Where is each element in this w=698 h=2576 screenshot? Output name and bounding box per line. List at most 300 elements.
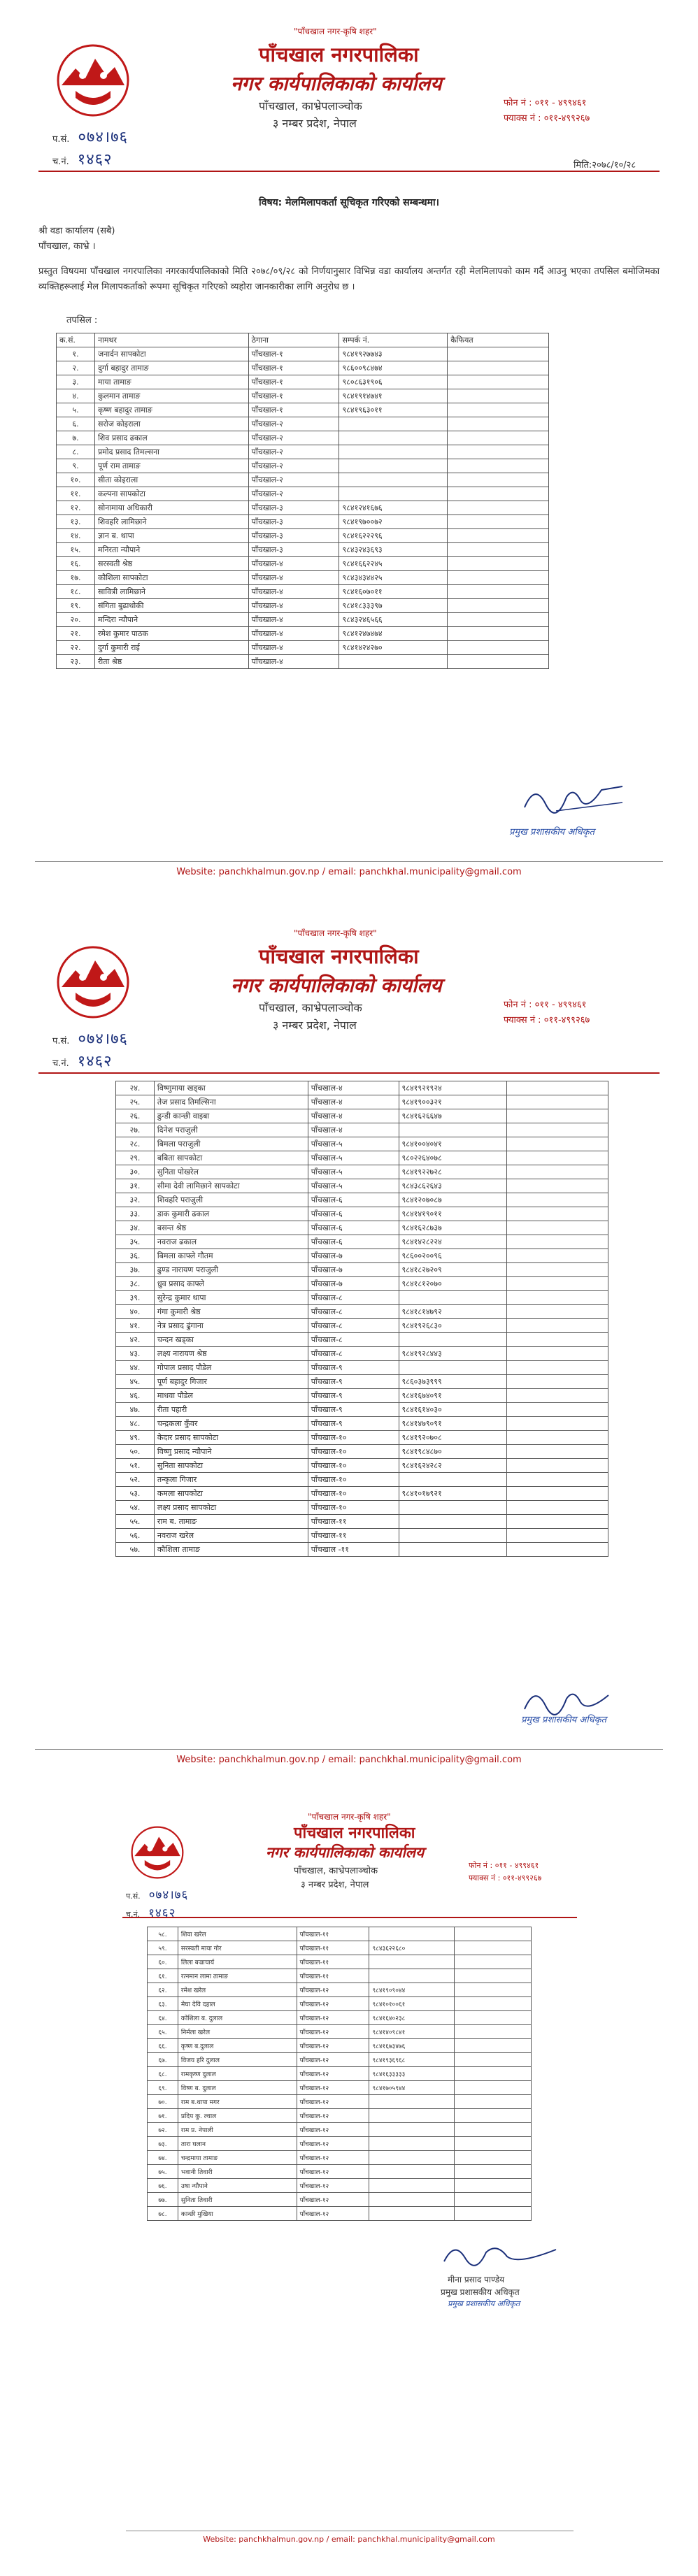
table-row <box>116 1137 608 1151</box>
table-row <box>116 1501 608 1515</box>
row-address: पाँचखाल-११ <box>308 1529 399 1543</box>
officer-stamp: प्रमुख प्रशासकीय अधिकृत <box>448 2299 520 2308</box>
row-address: पाँचखाल-४ <box>308 1109 399 1123</box>
row-address: पाँचखाल-१ <box>248 375 339 389</box>
row-remarks <box>455 2067 532 2081</box>
row-remarks <box>448 403 549 417</box>
row-contact: ९८४१७०५९४४ <box>369 2081 455 2095</box>
row-name: जनार्दन सापकोटा <box>94 347 248 361</box>
row-remarks <box>507 1515 608 1529</box>
row-name: कौशिला सापकोटा <box>94 571 248 585</box>
row-name: राम प्र. नेपाली <box>178 2123 297 2137</box>
row-name: रीता पहारी <box>154 1403 308 1417</box>
row-contact: ९८४१४२४२७० <box>339 641 448 655</box>
row-name: रामकृष्ण दुलाल <box>178 2067 297 2081</box>
row-name: चन्द्रकला कुँवर <box>154 1417 308 1431</box>
table-row <box>148 2011 532 2025</box>
contact-block <box>469 1859 541 1885</box>
row-name: प्रदिप कु. ल्वाल <box>178 2109 297 2123</box>
table-row <box>116 1445 608 1459</box>
row-remarks <box>507 1151 608 1165</box>
table-row <box>57 347 549 361</box>
table-row <box>148 2207 532 2221</box>
address-line-1: पाँचखाल, काभ्रेपलाञ्चोक <box>294 1866 378 1876</box>
row-name: नेत्र प्रसाद ढुंगाना <box>154 1319 308 1333</box>
row-contact: ९८४१२४७४७४ <box>339 627 448 641</box>
row-name: लक्ष्य नारायण श्रेष्ठ <box>154 1347 308 1361</box>
patra-label: प.सं. <box>126 1892 141 1901</box>
row-remarks <box>507 1081 608 1095</box>
org-office: नगर कार्यपालिकाको कार्यालय <box>231 974 442 997</box>
table-row <box>116 1263 608 1277</box>
footer-divider <box>35 1749 663 1750</box>
row-address: पाँचखाल-५ <box>308 1179 399 1193</box>
row-address: पाँचखाल-४ <box>248 557 339 571</box>
table-row <box>148 1997 532 2011</box>
row-contact: ९८६००२००९६ <box>399 1249 507 1263</box>
row-contact <box>369 1927 455 1941</box>
row-remarks <box>448 445 549 459</box>
row-name: सरस्वती माया गोर <box>178 1941 297 1955</box>
phone-number: फोन नं : ०११ - ४९९४६१ <box>504 1000 587 1010</box>
row-contact <box>369 1955 455 1969</box>
row-remarks <box>455 1969 532 1983</box>
patra-value: ०७४।७६ <box>78 1030 128 1048</box>
row-contact: ९८०८६३१९०६ <box>339 375 448 389</box>
row-sn: १९. <box>57 599 95 613</box>
row-contact <box>369 2179 455 2193</box>
row-name: संगिता बुढाथोकी <box>94 599 248 613</box>
row-address: पाँचखाल-१२ <box>297 2137 369 2151</box>
row-remarks <box>507 1529 608 1543</box>
chalani-number <box>52 1050 113 1071</box>
row-address: पाँचखाल-११ <box>308 1515 399 1529</box>
signature-icon <box>518 776 629 818</box>
row-address: पाँचखाल-१० <box>308 1501 399 1515</box>
row-address: पाँचखाल-८ <box>308 1347 399 1361</box>
row-contact: ९८४३४३४४२५ <box>339 571 448 585</box>
table-row <box>57 403 549 417</box>
col-header-remarks: कैफियत <box>448 333 549 347</box>
row-sn: ३४. <box>116 1221 155 1235</box>
table-row <box>57 361 549 375</box>
address-line-1: पाँचखाल, काभ्रेपलाञ्चोक <box>259 99 362 113</box>
row-address: पाँचखाल-४ <box>248 599 339 613</box>
table-row <box>148 2039 532 2053</box>
row-address: पाँचखाल-४ <box>248 585 339 599</box>
row-sn: ८. <box>57 445 95 459</box>
row-remarks <box>507 1095 608 1109</box>
row-sn: ६२. <box>148 1983 178 1997</box>
row-address: पाँचखाल-१० <box>308 1459 399 1473</box>
table-row <box>116 1193 608 1207</box>
row-contact: ९८४१६४०२३८ <box>369 2011 455 2025</box>
municipality-emblem-icon <box>55 42 131 119</box>
officer-stamp: प्रमुख प्रशासकीय अधिकृत <box>509 827 595 837</box>
table-row <box>57 501 549 515</box>
row-name: मनिरता न्यौपाने <box>94 543 248 557</box>
row-name: बिमला पराजुली <box>154 1137 308 1151</box>
row-name: सुरेन्द्र कुमार थापा <box>154 1291 308 1305</box>
row-remarks <box>507 1445 608 1459</box>
row-contact <box>399 1291 507 1305</box>
row-name: दुर्गा बहादुर तामाङ <box>94 361 248 375</box>
row-name: दुर्गा कुमारी राई <box>94 641 248 655</box>
row-address: पाँचखाल-४ <box>308 1123 399 1137</box>
row-address: पाँचखाल-४ <box>248 641 339 655</box>
table-row <box>148 1969 532 1983</box>
patra-label: प.सं. <box>52 1036 70 1046</box>
row-sn: १४. <box>57 529 95 543</box>
table-row <box>57 487 549 501</box>
row-sn: ६०. <box>148 1955 178 1969</box>
patra-number <box>52 1028 128 1049</box>
row-sn: २०. <box>57 613 95 627</box>
row-remarks <box>448 473 549 487</box>
row-sn: ४८. <box>116 1417 155 1431</box>
phone-number: फोन नं : ०११ - ४९९४६१ <box>504 98 587 108</box>
row-remarks <box>507 1375 608 1389</box>
row-address: पाँचखाल-६ <box>308 1235 399 1249</box>
table-row <box>57 599 549 613</box>
row-sn: ४२. <box>116 1333 155 1347</box>
row-contact <box>369 2095 455 2109</box>
row-name: सोनामाया अधिकारी <box>94 501 248 515</box>
row-sn: १६. <box>57 557 95 571</box>
row-name: मन्दिरा न्यौपाने <box>94 613 248 627</box>
row-name: विजय हरि दुलाल <box>178 2053 297 2067</box>
row-name: राम ब. तामाङ <box>154 1515 308 1529</box>
mediator-table-page-3 <box>147 1927 532 2221</box>
row-sn: ४. <box>57 389 95 403</box>
table-row <box>57 459 549 473</box>
row-remarks <box>448 431 549 445</box>
row-name: ध्रुव प्रसाद काफ्ले <box>154 1277 308 1291</box>
row-name: राम ब.थापा मगर <box>178 2095 297 2109</box>
row-remarks <box>455 2053 532 2067</box>
row-remarks <box>455 2109 532 2123</box>
row-address: पाँचखाल-२ <box>248 487 339 501</box>
row-remarks <box>448 613 549 627</box>
row-sn: ७१. <box>148 2109 178 2123</box>
row-sn: २. <box>57 361 95 375</box>
row-name: पूर्ण राम तामाङ <box>94 459 248 473</box>
col-header-address: ठेगाना <box>248 333 339 347</box>
row-remarks <box>507 1501 608 1515</box>
row-remarks <box>507 1263 608 1277</box>
table-row <box>57 375 549 389</box>
row-name: पूर्ण बहादुर गिजार <box>154 1375 308 1389</box>
row-remarks <box>455 1997 532 2011</box>
table-row <box>116 1333 608 1347</box>
patra-value: ०७४।७६ <box>148 1888 189 1902</box>
row-sn: ५७. <box>116 1543 155 1557</box>
row-sn: ४१. <box>116 1319 155 1333</box>
row-sn: १३. <box>57 515 95 529</box>
row-sn: ६३. <box>148 1997 178 2011</box>
table-row <box>116 1095 608 1109</box>
row-address: पाँचखाल-३ <box>248 501 339 515</box>
row-contact <box>399 1473 507 1487</box>
row-address: पाँचखाल-८ <box>308 1291 399 1305</box>
fax-number: फ्याक्स नं : ०११-४९९२६७ <box>504 1015 590 1026</box>
row-address: पाँचखाल-८ <box>308 1333 399 1347</box>
row-contact <box>399 1123 507 1137</box>
row-address: पाँचखाल-७ <box>308 1249 399 1263</box>
row-name: ढुन्डी कान्छी वाइबा <box>154 1109 308 1123</box>
fax-number: फ्याक्स नं : ०११-४९९२६७ <box>504 113 590 124</box>
row-contact: ९८४१०१००६१ <box>369 1997 455 2011</box>
row-address: पाँचखाल-१० <box>308 1487 399 1501</box>
slogan: "पाँचखाल नगर-कृषि शहर" <box>294 27 377 36</box>
row-remarks <box>448 501 549 515</box>
row-remarks <box>448 347 549 361</box>
row-contact: ९८४१९३६९६८ <box>369 2053 455 2067</box>
row-contact: ९८४१४७९०९१ <box>399 1417 507 1431</box>
table-row <box>116 1319 608 1333</box>
contact-block <box>504 96 590 127</box>
row-remarks <box>507 1305 608 1319</box>
row-address: पाँचखाल-५ <box>308 1151 399 1165</box>
row-name: कमला सापकोटा <box>154 1487 308 1501</box>
row-remarks <box>448 571 549 585</box>
row-contact <box>369 2207 455 2221</box>
row-remarks <box>507 1109 608 1123</box>
table-row <box>116 1235 608 1249</box>
row-contact: ९८४१९२२७२८ <box>399 1165 507 1179</box>
letter-subject: विषय: मेलमिलापकर्ता सूचिकृत गरिएको सम्बन्धमा। <box>259 197 439 208</box>
row-contact: ९८४१०१७९२१ <box>399 1487 507 1501</box>
table-row <box>148 1941 532 1955</box>
row-remarks <box>455 2165 532 2179</box>
row-address: पाँचखाल-४ <box>248 571 339 585</box>
row-address: पाँचखाल-१२ <box>297 1997 369 2011</box>
address-line-2: ३ नम्बर प्रदेश, नेपाल <box>273 117 357 130</box>
table-row <box>57 543 549 557</box>
row-contact: ९८४१६१४०३० <box>399 1403 507 1417</box>
table-row <box>116 1459 608 1473</box>
col-header-sn: क.सं. <box>57 333 95 347</box>
row-contact: ९८४३२४६५६६ <box>339 613 448 627</box>
letter-body: प्रस्तुत विषयमा पाँचखाल नगरपालिका नगरकार्यपालिकाको मिति २०७८/०९/२८ को निर्णयानुसार विभिन्न वडा कार्यालय अन्तर्गत रही मेलमिलापको काम गर्दै आउनु भएका तपसिल बमोजिमका व्यक्तिहरूलाई मेल मिलापकर्ताको रूपमा सूचिकृत गरिएको व्यहोरा जानकारीका लागि अनुरोध छ । <box>38 266 660 292</box>
row-address: पाँचखाल-१ <box>248 361 339 375</box>
row-contact <box>369 2137 455 2151</box>
row-address: पाँचखाल-२ <box>248 445 339 459</box>
row-remarks <box>455 2095 532 2109</box>
letter-page-1 <box>0 0 698 902</box>
row-sn: ७०. <box>148 2095 178 2109</box>
row-remarks <box>507 1473 608 1487</box>
org-name: पाँचखाल नगरपालिका <box>294 1825 415 1842</box>
row-address: पाँचखाल-१२ <box>297 2039 369 2053</box>
row-remarks <box>507 1235 608 1249</box>
row-remarks <box>455 1955 532 1969</box>
row-name: कान्छी मुखिया <box>178 2207 297 2221</box>
table-header-row <box>57 333 549 347</box>
footer-contact: Website: panchkhalmun.gov.np / email: panchkhal.municipality@gmail.com <box>176 1755 522 1765</box>
row-name: शिव प्रसाद ढकाल <box>94 431 248 445</box>
row-remarks <box>507 1361 608 1375</box>
row-name: तारा घलान <box>178 2137 297 2151</box>
row-name: बिमला काफ्ले गौतम <box>154 1249 308 1263</box>
row-name: रमेश कुमार पाठक <box>94 627 248 641</box>
row-name: सरस्वती श्रेष्ठ <box>94 557 248 571</box>
row-address: पाँचखाल-९ <box>308 1361 399 1375</box>
row-contact <box>399 1543 507 1557</box>
row-remarks <box>455 2039 532 2053</box>
table-row <box>148 2165 532 2179</box>
row-remarks <box>455 2179 532 2193</box>
chalani-label: च.नं. <box>126 1910 141 1919</box>
row-remarks <box>507 1389 608 1403</box>
row-name: दिनेश पराजुली <box>154 1123 308 1137</box>
row-name: गोपाल प्रसाद पौडेल <box>154 1361 308 1375</box>
table-row <box>57 431 549 445</box>
row-name: रत्नमान लामा तामाङ <box>178 1969 297 1983</box>
table-row <box>148 2067 532 2081</box>
row-contact <box>369 1969 455 1983</box>
row-address: पाँचखाल-६ <box>308 1193 399 1207</box>
row-name: विष्ण ब. दुलाल <box>178 2081 297 2095</box>
table-row <box>57 473 549 487</box>
table-row <box>116 1151 608 1165</box>
row-address: पाँचखाल-३ <box>248 515 339 529</box>
row-address: पाँचखाल-२ <box>248 473 339 487</box>
row-contact: ९८४१८१४७९२ <box>399 1305 507 1319</box>
row-sn: ३०. <box>116 1165 155 1179</box>
row-contact: ९८४१४०९८४१ <box>369 2025 455 2039</box>
row-name: कृष्ण बहादुर तामाङ <box>94 403 248 417</box>
row-name: कृष्ण ब.दुलाल <box>178 2039 297 2053</box>
row-contact: ९८४१८१२०७० <box>399 1277 507 1291</box>
row-address: पाँचखाल-७ <box>308 1263 399 1277</box>
row-sn: २४. <box>116 1081 155 1095</box>
row-remarks <box>507 1207 608 1221</box>
row-sn: ७६. <box>148 2179 178 2193</box>
letter-date: मिति:२०७८/१०/२८ <box>574 160 636 171</box>
table-row <box>57 641 549 655</box>
row-name: माया तामाङ <box>94 375 248 389</box>
row-address: पाँचखाल-४ <box>308 1095 399 1109</box>
row-contact: ९८४१९२६८३० <box>399 1319 507 1333</box>
row-contact: ९८६०३७३९९९ <box>399 1375 507 1389</box>
row-sn: ४७. <box>116 1403 155 1417</box>
table-row <box>148 2025 532 2039</box>
row-contact: ९८४१४२८२२४ <box>399 1235 507 1249</box>
row-contact: ९८४१९००३२१ <box>399 1095 507 1109</box>
row-contact: ९८४१८३३३९७ <box>339 599 448 613</box>
row-name: निर्मला खरेल <box>178 2025 297 2039</box>
row-name: सुनिता सापकोटा <box>154 1459 308 1473</box>
row-address: पाँचखाल-४ <box>248 613 339 627</box>
row-sn: १२. <box>57 501 95 515</box>
table-row <box>116 1347 608 1361</box>
table-row <box>148 2109 532 2123</box>
header-divider <box>38 1072 660 1074</box>
table-row <box>116 1473 608 1487</box>
row-address: पाँचखाल-८ <box>308 1305 399 1319</box>
row-name: सरोज कोइराला <box>94 417 248 431</box>
row-contact <box>399 1333 507 1347</box>
row-sn: १. <box>57 347 95 361</box>
row-address: पाँचखाल-३ <box>248 529 339 543</box>
row-sn: ५२. <box>116 1473 155 1487</box>
row-address: पाँचखाल-१ <box>248 403 339 417</box>
row-name: सुनिता तिवारी <box>178 2193 297 2207</box>
table-row <box>57 613 549 627</box>
row-remarks <box>507 1319 608 1333</box>
table-row <box>57 445 549 459</box>
row-remarks <box>507 1193 608 1207</box>
address-line-1: पाँचखाल, काभ्रेपलाञ्चोक <box>259 1001 362 1014</box>
row-address: पाँचखाल-२ <box>248 459 339 473</box>
row-contact: ९८४१२०७०८७ <box>399 1193 507 1207</box>
row-address: पाँचखाल-६ <box>308 1221 399 1235</box>
row-sn: ४०. <box>116 1305 155 1319</box>
row-address: पाँचखाल-११ <box>297 1969 369 1983</box>
row-address: पाँचखाल-१२ <box>297 2207 369 2221</box>
row-remarks <box>455 2193 532 2207</box>
chalani-label: च.नं. <box>52 1058 69 1069</box>
row-contact <box>369 2165 455 2179</box>
row-address: पाँचखाल-११ <box>297 1941 369 1955</box>
row-sn: २३. <box>57 655 95 669</box>
row-contact: ९८४१६२२२९६ <box>339 529 448 543</box>
slogan: "पाँचखाल नगर-कृषि शहर" <box>308 1812 391 1822</box>
row-remarks <box>507 1291 608 1305</box>
table-row <box>57 627 549 641</box>
row-address: पाँचखाल-१२ <box>297 2011 369 2025</box>
table-row <box>148 2137 532 2151</box>
row-contact <box>399 1529 507 1543</box>
row-name: सीमा देवी लामिछाने सापकोटा <box>154 1179 308 1193</box>
table-row <box>116 1165 608 1179</box>
row-sn: ७३. <box>148 2137 178 2151</box>
table-row <box>116 1179 608 1193</box>
org-name: पाँचखाल नगरपालिका <box>259 43 419 66</box>
table-row <box>57 655 549 669</box>
patra-number <box>52 126 128 147</box>
row-name: लक्ष्य प्रसाद सापकोटा <box>154 1501 308 1515</box>
row-address: पाँचखाल-१२ <box>297 2109 369 2123</box>
row-remarks <box>455 2137 532 2151</box>
row-name: बबिता सापकोटा <box>154 1151 308 1165</box>
mediator-table-page-1 <box>56 333 549 669</box>
row-contact <box>339 431 448 445</box>
row-address: पाँचखाल-९ <box>308 1403 399 1417</box>
fax-number: फ्याक्स नं : ०११-४९९२६७ <box>469 1873 542 1883</box>
row-remarks <box>507 1179 608 1193</box>
row-contact: ९८४१६७४०९१ <box>399 1389 507 1403</box>
row-sn: २२. <box>57 641 95 655</box>
row-remarks <box>448 459 549 473</box>
table-row <box>57 417 549 431</box>
phone-number: फोन नं : ०११ - ४९९४६१ <box>469 1861 539 1870</box>
row-contact: ९८४३८६२६४३ <box>399 1179 507 1193</box>
row-address: पाँचखाल-२ <box>248 417 339 431</box>
row-name: विष्णु प्रसाद न्यौपाने <box>154 1445 308 1459</box>
row-remarks <box>448 417 549 431</box>
row-contact: ९८४३६२२६८० <box>369 1941 455 1955</box>
chalani-number <box>52 148 113 169</box>
row-address: पाँचखाल-१२ <box>297 2081 369 2095</box>
row-sn: ९. <box>57 459 95 473</box>
row-remarks <box>448 487 549 501</box>
row-sn: ७. <box>57 431 95 445</box>
org-office: नगर कार्यपालिकाको कार्यालय <box>266 1844 425 1861</box>
row-address: पाँचखाल-१२ <box>297 2053 369 2067</box>
row-address: पाँचखाल-१ <box>248 389 339 403</box>
